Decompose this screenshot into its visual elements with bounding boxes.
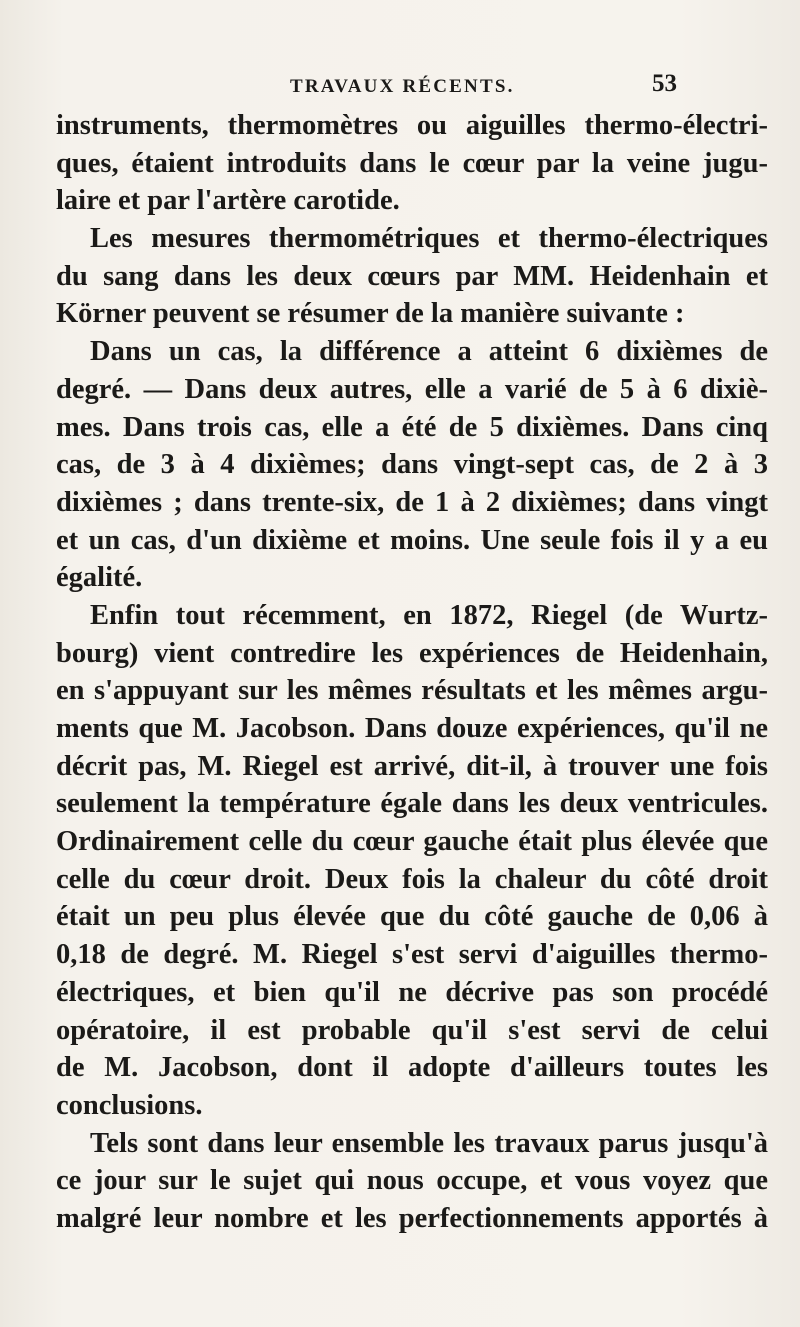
text-line: instruments, thermomètres ou aiguilles thermo-électri- [56, 110, 768, 141]
text-line: degré. — Dans deux autres, elle a varié de 5 à 6 dixiè- [56, 373, 768, 405]
text-line: laire et par l'artère carotide. [56, 185, 400, 217]
text-line: Les mesures thermométriques et thermo-électriques [90, 223, 768, 255]
text-line: Körner peuvent se résumer de la manière suivante : [56, 298, 685, 330]
text-line: ments que M. Jacobson. Dans douze expériences, qu'il ne [56, 713, 768, 744]
text-line: cas, de 3 à 4 dixièmes; dans vingt-sept cas, de 2 à 3 [56, 449, 768, 481]
text-line: seulement la température égale dans les deux ventricules. [56, 788, 768, 820]
text-line: 0,18 de degré. M. Riegel s'est servi d'aiguilles thermo- [56, 939, 768, 971]
text-line: électriques, et bien qu'il ne décrive pas son procédé [56, 976, 768, 1008]
text-line: du sang dans les deux cœurs par MM. Heidenhain et [56, 260, 768, 292]
text-line: Ordinairement celle du cœur gauche était plus élevée que [56, 826, 768, 858]
text-line: malgré leur nombre et les perfectionnements apportés à [56, 1202, 768, 1234]
text-line: mes. Dans trois cas, elle a été de 5 dixièmes. Dans cinq [56, 411, 768, 443]
text-line: et un cas, d'un dixième et moins. Une seule fois il y a eu [56, 524, 768, 556]
text-line: de M. Jacobson, dont il adopte d'ailleurs toutes les [56, 1052, 768, 1084]
text-line: opératoire, il est probable qu'il s'est servi de celui [56, 1014, 768, 1046]
page-header [0, 70, 800, 102]
text-line: égalité. [56, 562, 143, 594]
text-line: Tels sont dans leur ensemble les travaux parus jusqu'à [90, 1127, 768, 1159]
text-line: Dans un cas, la différence a atteint 6 dixièmes de [90, 336, 768, 368]
text-line: était un peu plus élevée que du côté gauche de 0,06 à [56, 901, 768, 933]
text-line: ques, étaient introduits dans le cœur par la veine jugu- [56, 147, 768, 179]
text-line: ce jour sur le sujet qui nous occupe, et vous voyez que [56, 1165, 768, 1197]
text-line: décrit pas, M. Riegel est arrivé, dit-il, à trouver une fois [56, 750, 768, 782]
text-line: bourg) vient contredire les expériences de Heidenhain, [56, 637, 768, 669]
text-line: celle du cœur droit. Deux fois la chaleur du côté droit [56, 863, 768, 895]
body-text [56, 107, 768, 1238]
text-line: dixièmes ; dans trente-six, de 1 à 2 dixièmes; dans vingt [56, 486, 768, 518]
text-line: Enfin tout récemment, en 1872, Riegel (de Wurtz- [90, 599, 768, 631]
text-line: conclusions. [56, 1089, 203, 1121]
page-number: 53 [652, 70, 677, 97]
running-title: TRAVAUX RÉCENTS. [290, 76, 515, 97]
text-line: en s'appuyant sur les mêmes résultats et les mêmes argu- [56, 675, 768, 707]
